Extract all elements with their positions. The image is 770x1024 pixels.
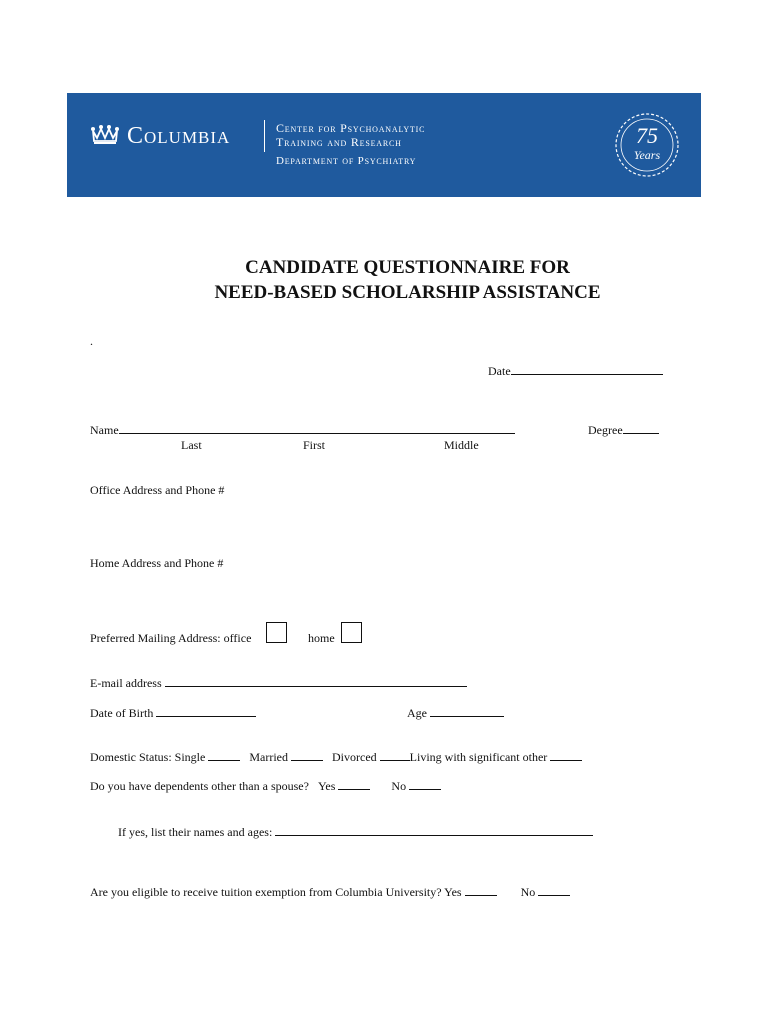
age-field [407,706,504,721]
name-field [90,423,515,438]
degree-label: Degree [588,423,623,437]
name-part-middle: Middle [444,438,479,452]
center-name [276,121,425,149]
header-banner [67,93,701,197]
brand-name: Columbia [127,123,231,149]
mailing-home-label: home [308,631,335,645]
dob-field [90,706,256,721]
center-line-1: Center for Psychoanalytic [276,121,426,135]
home-address-label: Home Address and Phone # [90,556,224,570]
anniversary-seal [613,111,681,179]
tuition-field [90,885,570,900]
stray-dot: . [90,334,93,348]
title-line-1: CANDIDATE QUESTIONNAIRE FOR [245,257,570,278]
home-checkbox[interactable] [341,622,362,643]
divorced-input-line[interactable] [380,750,410,761]
degree-input-line[interactable] [623,423,659,434]
tuition-yes-line[interactable] [465,885,497,896]
name-part-last: Last [181,438,202,452]
dependents-no-line[interactable] [409,779,441,790]
email-label: E-mail address [90,676,162,690]
mailing-label: Preferred Mailing Address: office [90,631,252,645]
married-input-line[interactable] [291,750,323,761]
domestic-label: Domestic Status: Single [90,750,206,764]
email-input-line[interactable] [165,676,467,687]
office-checkbox[interactable] [266,622,287,643]
name-part-first: First [303,438,326,452]
degree-field [588,423,659,438]
list-names-input-line[interactable] [275,825,593,836]
age-input-line[interactable] [430,706,504,717]
dependents-field [90,779,441,794]
dependents-no-label: No [391,779,407,793]
date-label: Date [488,364,511,378]
dependents-yes-line[interactable] [338,779,370,790]
age-label: Age [407,706,427,720]
seal-word: Years [633,148,661,162]
dob-label: Date of Birth [90,706,154,720]
dependents-question: Do you have dependents other than a spouse? [90,779,309,793]
department-name: Department of Psychiatry [276,155,417,167]
single-input-line[interactable] [208,750,240,761]
header-divider [264,120,265,152]
tuition-question: Are you eligible to receive tuition exemption from Columbia University? Yes [90,885,462,899]
date-input-line[interactable] [511,364,663,375]
divorced-label: Divorced [332,750,377,764]
list-names-label: If yes, list their names and ages: [118,825,273,839]
dob-input-line[interactable] [156,706,256,717]
email-field [90,676,467,691]
date-field [488,364,663,379]
list-names-field [118,825,593,840]
tuition-no-label: No [520,885,536,899]
name-label: Name [90,423,119,437]
office-address-label: Office Address and Phone # [90,483,225,497]
married-label: Married [249,750,288,764]
center-line-2: Training and Research [276,135,402,149]
domestic-status-field [90,750,582,765]
name-input-line[interactable] [119,423,515,434]
tuition-no-line[interactable] [538,885,570,896]
crown-icon [90,123,120,145]
living-input-line[interactable] [550,750,582,761]
title-line-2: NEED-BASED SCHOLARSHIP ASSISTANCE [214,282,601,303]
seal-number: 75 [636,123,658,148]
dependents-yes-label: Yes [317,779,336,793]
living-label: Living with significant other [409,750,548,764]
